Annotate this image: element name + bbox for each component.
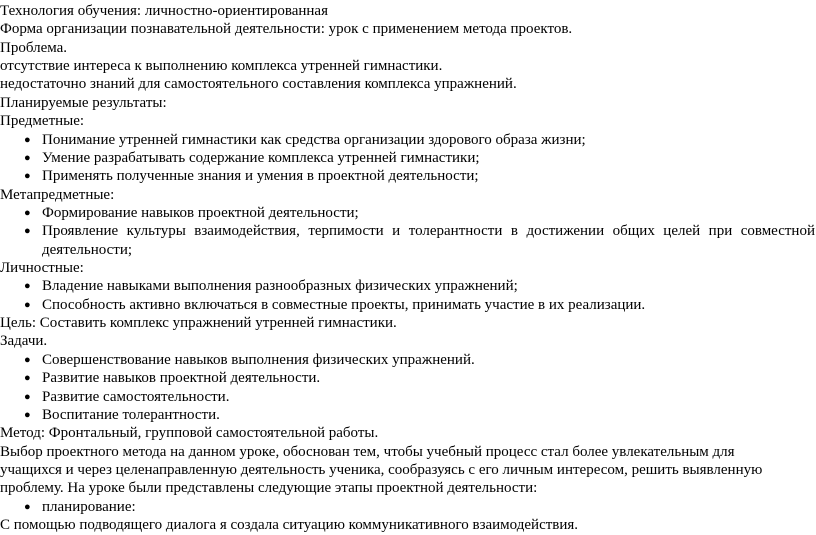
bullet-icon: ● — [24, 170, 31, 183]
bullet-icon: ● — [24, 225, 31, 238]
list-item: Проявление культуры взаимодействия, терпимости и толерантности в достижении общих целей при совместной — [42, 223, 815, 240]
paragraph-line: Выбор проектного метода на данном уроке, обоснован тем, чтобы учебный процесс стал более увлекательным для — [0, 443, 735, 460]
list-item: Владение навыками выполнения разнообразных физических упражнений; — [42, 278, 518, 295]
paragraph-line: проблему. На уроке были представлены следующие этапы проектной деятельности: — [0, 480, 538, 497]
subject-heading: Предметные: — [0, 113, 85, 130]
list-item: Способность активно включаться в совместные проекты, принимать участие в их реализации. — [42, 296, 646, 313]
bullet-icon: ● — [24, 372, 31, 385]
list-item: Умение разрабатывать содержание комплекса утренней гимнастики; — [42, 149, 480, 166]
results-heading: Планируемые результаты: — [0, 94, 167, 111]
bullet-icon: ● — [24, 500, 31, 513]
list-item: Развитие навыков проектной деятельности. — [42, 370, 321, 387]
bullet-icon: ● — [24, 353, 31, 366]
bullet-icon: ● — [24, 408, 31, 421]
goal-line: Цель: Составить комплекс упражнений утренней гимнастики. — [0, 315, 397, 332]
paragraph-line: учащихся и через целенаправленную деятельность ученика, сообразуясь с его личным интересом, решить выявленную — [0, 461, 763, 478]
bullet-icon: ● — [24, 298, 31, 311]
bullet-icon: ● — [24, 390, 31, 403]
bullet-icon: ● — [24, 133, 31, 146]
meta-heading: Метапредметные: — [0, 186, 115, 203]
list-item-continuation: деятельности; — [42, 241, 133, 258]
personal-heading: Личностные: — [0, 260, 84, 276]
bullet-icon: ● — [24, 280, 31, 293]
list-item: Формирование навыков проектной деятельности; — [42, 204, 359, 221]
list-item: планирование: — [42, 498, 136, 515]
list-item: Применять полученные знания и умения в проектной деятельности; — [42, 168, 479, 185]
form-line: Форма организации познавательной деятельности: урок с применением метода проектов. — [0, 21, 573, 38]
method-line: Метод: Фронтальный, групповой самостоятельной работы. — [0, 425, 379, 442]
last-line: С помощью подводящего диалога я создала ситуацию коммуникативного взаимодействия. — [0, 517, 579, 533]
list-item: Совершенствование навыков выполнения физических упражнений. — [42, 351, 475, 368]
bullet-icon: ● — [24, 206, 31, 219]
problem-heading: Проблема. — [0, 39, 68, 56]
bullet-icon: ● — [24, 151, 31, 164]
list-item: Воспитание толерантности. — [42, 406, 220, 423]
list-item: Понимание утренней гимнастики как средства организации здорового образа жизни; — [42, 131, 586, 148]
problem-item: недостаточно знаний для самостоятельного составления комплекса упражнений. — [0, 76, 517, 93]
list-item: Развитие самостоятельности. — [42, 388, 230, 405]
tasks-heading: Задачи. — [0, 333, 48, 350]
problem-item: отсутствие интереса к выполнению комплекса утренней гимнастики. — [0, 58, 443, 75]
technology-line: Технология обучения: личностно-ориентированная — [0, 3, 328, 19]
